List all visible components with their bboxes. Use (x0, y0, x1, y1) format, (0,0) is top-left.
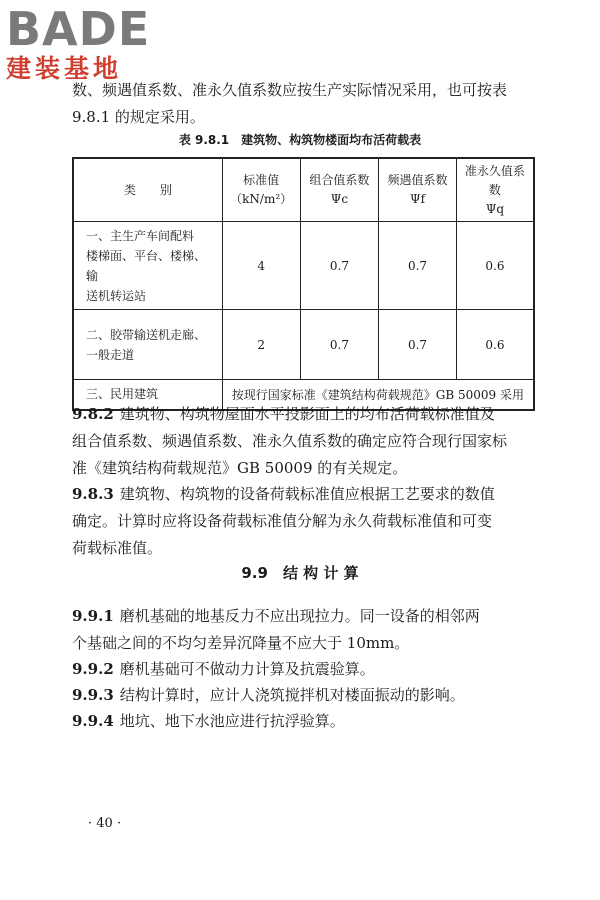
clause-number: 9.9.1 (72, 607, 114, 625)
row-category: 三、民用建筑 (73, 380, 222, 410)
clause-line: 9.9.2 磨机基础可不做动力计算及抗震验算。 (72, 660, 375, 678)
header-frequent: 频遇值系数 Ψf (379, 158, 457, 222)
clause-number: 9.8.3 (72, 485, 114, 503)
table-header-row (73, 158, 534, 222)
cell-note: 按现行国家标准《建筑结构荷载规范》GB 50009 采用 (222, 380, 534, 410)
clause-line: 确定。计算时应将设备荷载标准值分解为永久荷载标准值和可变 (72, 512, 493, 530)
row-category: 二、胶带输送机走廊、 一般走道 (73, 310, 222, 380)
clause-line: 准《建筑结构荷载规范》GB 50009 的有关规定。 (72, 459, 408, 477)
header-quasi-permanent: 准永久值系数 Ψq (456, 158, 534, 222)
clause-line: 荷载标准值。 (72, 539, 163, 557)
clause-line: 9.8.2 建筑物、构筑物屋面水平投影面上的均布活荷载标准值及 (72, 405, 495, 423)
table-row (73, 222, 534, 310)
clause-number: 9.9.2 (72, 660, 114, 678)
clause-number: 9.9.3 (72, 686, 114, 704)
clause-line: 组合值系数、频遇值系数、准永久值系数的确定应符合现行国家标 (72, 432, 508, 450)
cell-frequent: 0.7 (379, 222, 457, 310)
clause-line: 9.8.3 建筑物、构筑物的设备荷载标准值应根据工艺要求的数值 (72, 485, 495, 503)
cell-combination: 0.7 (300, 222, 379, 310)
load-table (72, 157, 535, 411)
header-category: 类 别 (73, 158, 222, 222)
cell-quasi-permanent: 0.6 (456, 310, 534, 380)
intro-line-2: 9.8.1 的规定采用。 (72, 108, 205, 126)
table-row (73, 310, 534, 380)
intro-line-1: 数、频遇值系数、准永久值系数应按生产实际情况采用，也可按表 (72, 81, 508, 99)
cell-combination: 0.7 (300, 310, 379, 380)
section-heading: 9.9 结 构 计 算 (241, 564, 359, 582)
clause-line: 个基础之间的不均匀差异沉降量不应大于 10mm。 (72, 634, 410, 652)
cell-frequent: 0.7 (379, 310, 457, 380)
clause-number: 9.9.4 (72, 712, 114, 730)
logo-text-top: BADE (6, 2, 151, 56)
page-number: · 40 · (88, 816, 122, 831)
cell-quasi-permanent: 0.6 (456, 222, 534, 310)
clause-number: 9.8.2 (72, 405, 114, 423)
clause-line: 9.9.1 磨机基础的地基反力不应出现拉力。同一设备的相邻两 (72, 607, 480, 625)
header-combination: 组合值系数 Ψc (300, 158, 379, 222)
clause-line: 9.9.3 结构计算时，应计人浇筑搅拌机对楼面振动的影响。 (72, 686, 465, 704)
logo-text-bottom: 建装基地 (6, 54, 123, 83)
table-caption: 表 9.8.1 建筑物、构筑物楼面均布活荷载表 (178, 133, 422, 147)
cell-standard: 2 (222, 310, 300, 380)
row-category: 一、主生产车间配料 楼梯面、平台、楼梯、输 送机转运站 (73, 222, 222, 310)
header-standard: 标准值 （kN/m²） (222, 158, 300, 222)
cell-standard: 4 (222, 222, 300, 310)
clause-line: 9.9.4 地坑、地下水池应进行抗浮验算。 (72, 712, 345, 730)
